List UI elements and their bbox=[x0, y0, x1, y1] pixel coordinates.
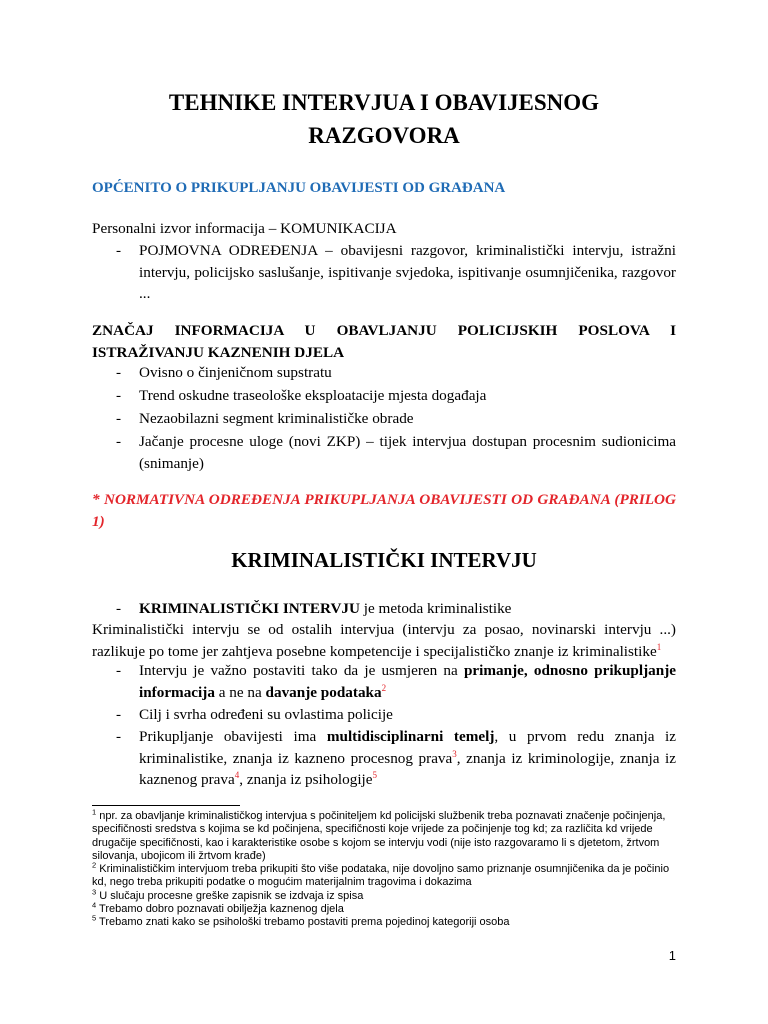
source-line: Personalni izvor informacija – KOMUNIKACIJA bbox=[92, 220, 397, 237]
bold-term: davanje podataka bbox=[265, 683, 382, 701]
list-item bbox=[92, 660, 676, 703]
list-item-text: Jačanje procesne uloge (novi ZKP) – tijek intervjua dostupan procesnim sudionicima (snimanje) bbox=[139, 433, 676, 472]
document-title bbox=[92, 86, 676, 152]
footnote-ref-2[interactable]: 2 bbox=[381, 682, 387, 693]
title-line-2: RAZGOVORA bbox=[308, 123, 460, 148]
list-item-text: Trend oskudne traseološke eksploatacije mjesta događaja bbox=[139, 387, 487, 404]
footnote bbox=[92, 860, 676, 890]
dash-bullet: - bbox=[116, 662, 122, 679]
footnote-text: U slučaju procesne greške zapisnik se izdvaja iz spisa bbox=[96, 889, 364, 902]
footnote-text: npr. za obavljanje kriminalističkog intervjua s počiniteljem kd policijski službenik treba poznavati značenje počinjenja, specifičnosti sredstva s kojima se kd počinjena, specifičnosti koje vrijede za počinjenje tog kd; za različita kd vrijede drugačije specifičnosti, kao i karakteristike osobe s kojom se intervju vodi (nije isto razgovaramo li s djetetom, žrtvom silovanja, ubojicom ili žrtvom krađe) bbox=[92, 810, 666, 862]
dash-bullet: - bbox=[116, 364, 122, 381]
list-item-concepts bbox=[92, 240, 676, 305]
footnote-ref-1[interactable]: 1 bbox=[656, 641, 662, 652]
list-item bbox=[92, 726, 676, 791]
text-run: Intervju je važno postaviti tako da je usmjeren na bbox=[139, 662, 464, 679]
ki-paragraph bbox=[92, 619, 676, 662]
list-item-text bbox=[139, 598, 676, 620]
footnote-text: Trebamo dobro poznavati obilježja kaznenog djela bbox=[96, 903, 344, 916]
footnote-separator bbox=[92, 805, 240, 806]
dash-bullet: - bbox=[116, 728, 122, 745]
dash-bullet: - bbox=[116, 600, 122, 617]
footnote-ref-4[interactable]: 4 bbox=[234, 769, 240, 780]
text-run: , znanja iz psihologije bbox=[239, 771, 373, 788]
importance-heading: ZNAČAJ INFORMACIJA U OBAVLJANJU POLICIJSKIH POSLOVA I ISTRAŽIVANJU KAZNENIH DJELA bbox=[92, 322, 676, 361]
list-item bbox=[92, 431, 676, 474]
section-heading-interview: KRIMINALISTIČKI INTERVJU bbox=[231, 548, 537, 572]
footnote-number: 5 bbox=[92, 913, 97, 923]
footnote-text: Kriminalističkim intervjuom treba prikupiti što više podataka, nije dovoljno samo priznanje osumnjičenika da je počinio kd, nego treba prikupiti podatke o mogućim materijalnim tragovima i dokazima bbox=[92, 863, 670, 889]
text-run: Prikupljanje obavijesti ima bbox=[139, 728, 327, 745]
footnote bbox=[92, 913, 676, 929]
text-run: a ne na bbox=[214, 683, 266, 701]
footnotes bbox=[92, 807, 676, 930]
list-item bbox=[92, 704, 676, 726]
list-item bbox=[92, 362, 676, 384]
text-run: je metoda kriminalistike bbox=[360, 600, 512, 617]
list-item-text: POJMOVNA ODREĐENJA – obavijesni razgovor, kriminalistički intervju, istražni intervju, policijsko saslušanje, ispitivanje svjedoka, ispitivanje osumnjičenika, razgovor ... bbox=[139, 242, 676, 302]
footnote bbox=[92, 807, 676, 863]
bold-term: primanje, odnosno prikupljanje informacija bbox=[139, 662, 676, 701]
section-heading-general: OPĆENITO O PRIKUPLJANJU OBAVIJESTI OD GRAĐANA bbox=[92, 180, 506, 196]
footnote bbox=[92, 900, 676, 916]
list-item-text: Ovisno o činjeničnom supstratu bbox=[139, 364, 332, 381]
footnote-ref-5[interactable]: 5 bbox=[372, 769, 377, 780]
list-item-text bbox=[139, 660, 676, 703]
footnote-ref-3[interactable]: 3 bbox=[452, 748, 457, 759]
dash-bullet: - bbox=[116, 410, 122, 427]
title-line-1: TEHNIKE INTERVJUA I OBAVIJESNOG bbox=[168, 90, 600, 115]
footnote-number: 1 bbox=[92, 807, 97, 817]
list-item-text: Nezaobilazni segment kriminalističke obrade bbox=[139, 410, 414, 427]
list-item-text: Cilj i svrha određeni su ovlastima policije bbox=[139, 706, 393, 723]
dash-bullet: - bbox=[116, 433, 122, 450]
dash-bullet: - bbox=[116, 242, 122, 259]
list-item bbox=[92, 408, 676, 430]
list-item-text bbox=[139, 726, 676, 791]
footnote bbox=[92, 887, 676, 903]
footnote-number: 2 bbox=[92, 860, 97, 870]
bold-term: multidisciplinarni temelj bbox=[326, 728, 495, 745]
footnote-number: 4 bbox=[92, 900, 97, 910]
dash-bullet: - bbox=[116, 387, 122, 404]
footnote-number: 3 bbox=[92, 887, 97, 897]
dash-bullet: - bbox=[116, 706, 122, 723]
normative-note: * NORMATIVNA ODREĐENJA PRIKUPLJANJA OBAVIJESTI OD GRAĐANA (PRILOG 1) bbox=[92, 491, 676, 530]
text-run: , u prvom redu znanja iz kriminalistike, znanja iz kazneno procesnog prava bbox=[139, 728, 676, 767]
list-item bbox=[92, 385, 676, 407]
text-run: , znanja iz kriminologije, znanja iz kaznenog prava bbox=[139, 749, 677, 788]
list-item-ki bbox=[92, 598, 676, 620]
page-number: 1 bbox=[668, 948, 676, 963]
bold-term: KRIMINALISTIČKI INTERVJU bbox=[139, 600, 360, 617]
text-run: Kriminalistički intervju se od ostalih intervjua (intervju za posao, novinarski intervju ...) razlikuje po tome jer zahtjeva posebne kompetencije i specijalističko znanje iz kriminalistike bbox=[92, 621, 676, 660]
footnote-text: Trebamo znati kako se psihološki trebamo postaviti prema pojedinoj kategoriji osoba bbox=[96, 916, 510, 929]
